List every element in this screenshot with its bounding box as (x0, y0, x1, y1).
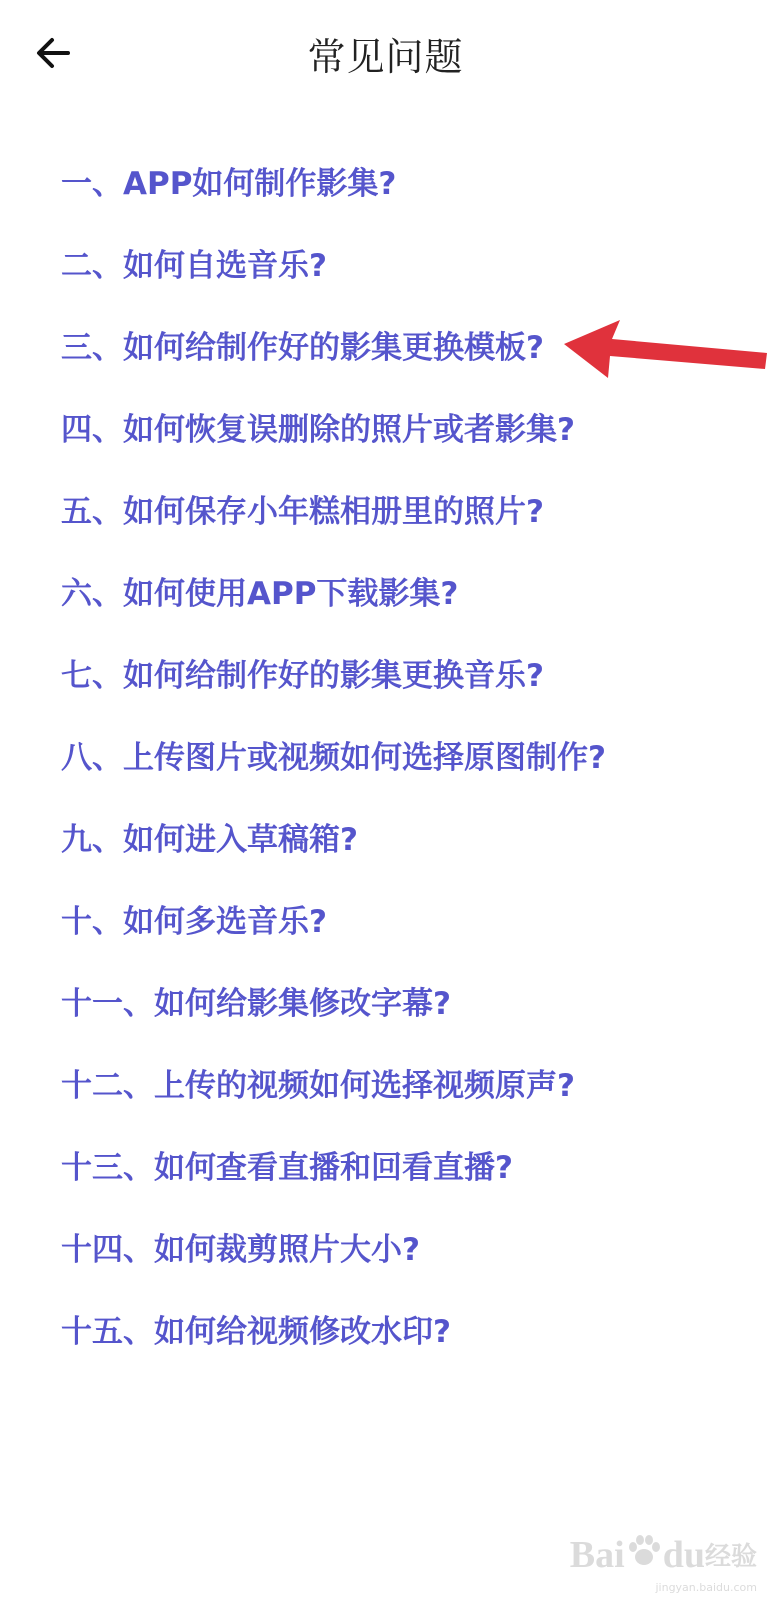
faq-item-13[interactable]: 十三、如何查看直播和回看直播? (61, 1150, 513, 1186)
faq-list (61, 160, 606, 1390)
faq-item-1[interactable]: 一、APP如何制作影集? (61, 166, 397, 202)
watermark-label: 经验 (704, 1542, 757, 1572)
faq-item-6[interactable]: 六、如何使用APP下载影集? (61, 576, 459, 612)
faq-item-12[interactable]: 十二、上传的视频如何选择视频原声? (61, 1068, 575, 1104)
faq-item-10[interactable]: 十、如何多选音乐? (61, 904, 327, 940)
watermark-brand: Bai (569, 1534, 625, 1576)
faq-item-14[interactable]: 十四、如何裁剪照片大小? (61, 1232, 420, 1268)
faq-item-5[interactable]: 五、如何保存小年糕相册里的照片? (61, 494, 544, 530)
watermark-url: jingyan.baidu.com (655, 1581, 757, 1594)
faq-item-2[interactable]: 二、如何自选音乐? (61, 248, 327, 284)
red-pointer-arrow-icon (560, 314, 771, 384)
faq-item-11[interactable]: 十一、如何给影集修改字幕? (61, 986, 451, 1022)
app-header (0, 0, 771, 110)
faq-item-9[interactable]: 九、如何进入草稿箱? (61, 822, 358, 858)
paw-icon (627, 1534, 661, 1568)
faq-item-8[interactable]: 八、上传图片或视频如何选择原图制作? (61, 740, 606, 776)
faq-item-4[interactable]: 四、如何恢复误删除的照片或者影集? (61, 412, 575, 448)
faq-item-3[interactable]: 三、如何给制作好的影集更换模板? (61, 330, 544, 366)
faq-item-15[interactable]: 十五、如何给视频修改水印? (61, 1314, 451, 1350)
page-title: 常见问题 (307, 35, 464, 79)
faq-item-7[interactable]: 七、如何给制作好的影集更换音乐? (61, 658, 544, 694)
baidu-jingyan-watermark (569, 1534, 757, 1594)
watermark-brand-suffix: du (662, 1534, 705, 1576)
